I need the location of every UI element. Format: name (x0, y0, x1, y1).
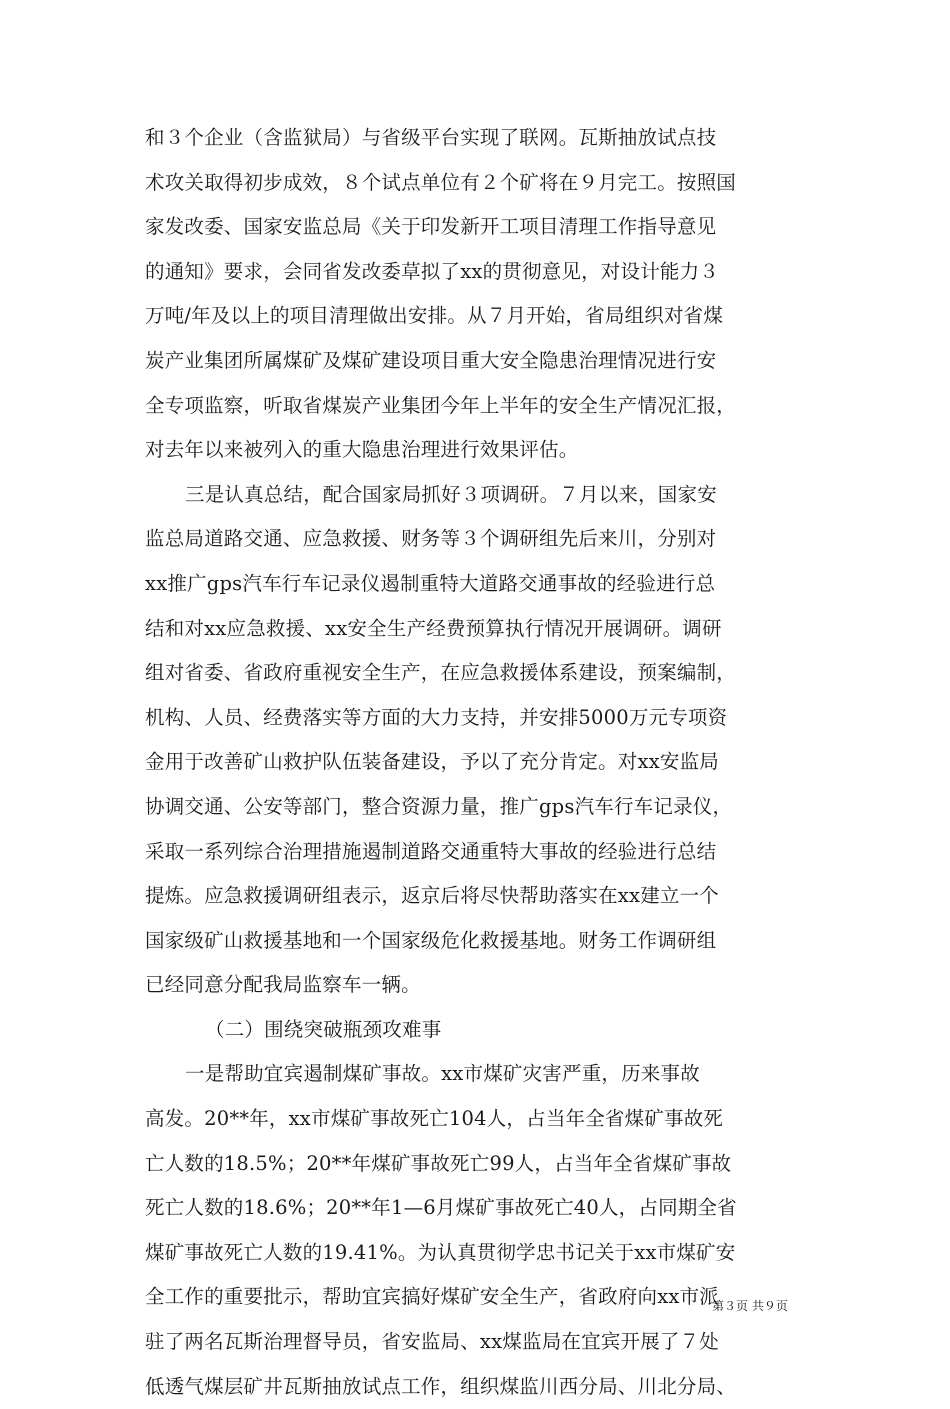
document-body (145, 116, 805, 1409)
page-number: 第３页 共９页 (712, 1299, 788, 1313)
text-line: 亡人数的18.5%；20**年煤矿事故死亡99人，占当年全省煤矿事故 (145, 1151, 732, 1175)
paragraph-first-line: 一是帮助宜宾遏制煤矿事故。xx市煤矿灾害严重，历来事故 (185, 1062, 700, 1086)
text-line: 驻了两名瓦斯治理督导员，省安监局、xx煤监局在宜宾开展了７处 (145, 1330, 719, 1354)
text-line: 协调交通、公安等部门，整合资源力量，推广gps汽车行车记录仪， (145, 794, 733, 818)
text-line: 的通知》要求，会同省发改委草拟了xx的贯彻意见，对设计能力３ (145, 259, 719, 283)
text-line: 采取一系列综合治理措施遏制道路交通重特大事故的经验进行总结 (145, 839, 717, 863)
text-line: 低透气煤层矿井瓦斯抽放试点工作，组织煤监川西分局、川北分局、 (145, 1374, 737, 1398)
text-line: 机构、人员、经费落实等方面的大力支持，并安排5000万元专项资 (145, 705, 728, 729)
text-line: 对去年以来被列入的重大隐患治理进行效果评估。 (145, 438, 579, 462)
text-line: 炭产业集团所属煤矿及煤矿建设项目重大安全隐患治理情况进行安 (145, 348, 717, 372)
text-line: 煤矿事故死亡人数的19.41%。为认真贯彻学忠书记关于xx市煤矿安 (145, 1240, 736, 1264)
text-line: 监总局道路交通、应急救援、财务等３个调研组先后来川，分别对 (145, 527, 717, 551)
text-line: 万吨/年及以上的项目清理做出安排。从７月开始，省局组织对省煤 (145, 304, 724, 328)
text-line: 家发改委、国家安监总局《关于印发新开工项目清理工作指导意见 (145, 215, 717, 239)
text-line: 全专项监察，听取省煤炭产业集团今年上半年的安全生产情况汇报， (145, 393, 737, 417)
section-heading: （二）围绕突破瓶颈攻难事 (205, 1017, 442, 1041)
text-line: 和３个企业（含监狱局）与省级平台实现了联网。瓦斯抽放试点技 (145, 126, 717, 149)
paragraph-first-line: 三是认真总结，配合国家局抓好３项调研。７月以来，国家安 (185, 482, 717, 506)
text-line: xx推广gps汽车行车记录仪遏制重特大道路交通事故的经验进行总 (145, 571, 716, 595)
text-line: 全工作的重要批示，帮助宜宾搞好煤矿安全生产，省政府向xx市派 (145, 1285, 719, 1309)
text-line: 术攻关取得初步成效，８个试点单位有２个矿将在９月完工。按照国 (145, 170, 737, 194)
text-line: 金用于改善矿山救护队伍装备建设，予以了充分肯定。对xx安监局 (145, 750, 719, 774)
text-line: 组对省委、省政府重视安全生产，在应急救援体系建设，预案编制， (145, 661, 737, 685)
text-line: 结和对xx应急救援、xx安全生产经费预算执行情况开展调研。调研 (145, 616, 722, 640)
text-line: 高发。20**年，xx市煤矿事故死亡104人，占当年全省煤矿事故死 (145, 1107, 724, 1131)
text-line: 已经同意分配我局监察车一辆。 (145, 973, 421, 997)
text-line: 死亡人数的18.6%；20**年1—6月煤矿事故死亡40人，占同期全省 (145, 1196, 737, 1220)
text-line: 国家级矿山救援基地和一个国家级危化救援基地。财务工作调研组 (145, 928, 717, 952)
text-line: 提炼。应急救援调研组表示，返京后将尽快帮助落实在xx建立一个 (145, 884, 719, 908)
